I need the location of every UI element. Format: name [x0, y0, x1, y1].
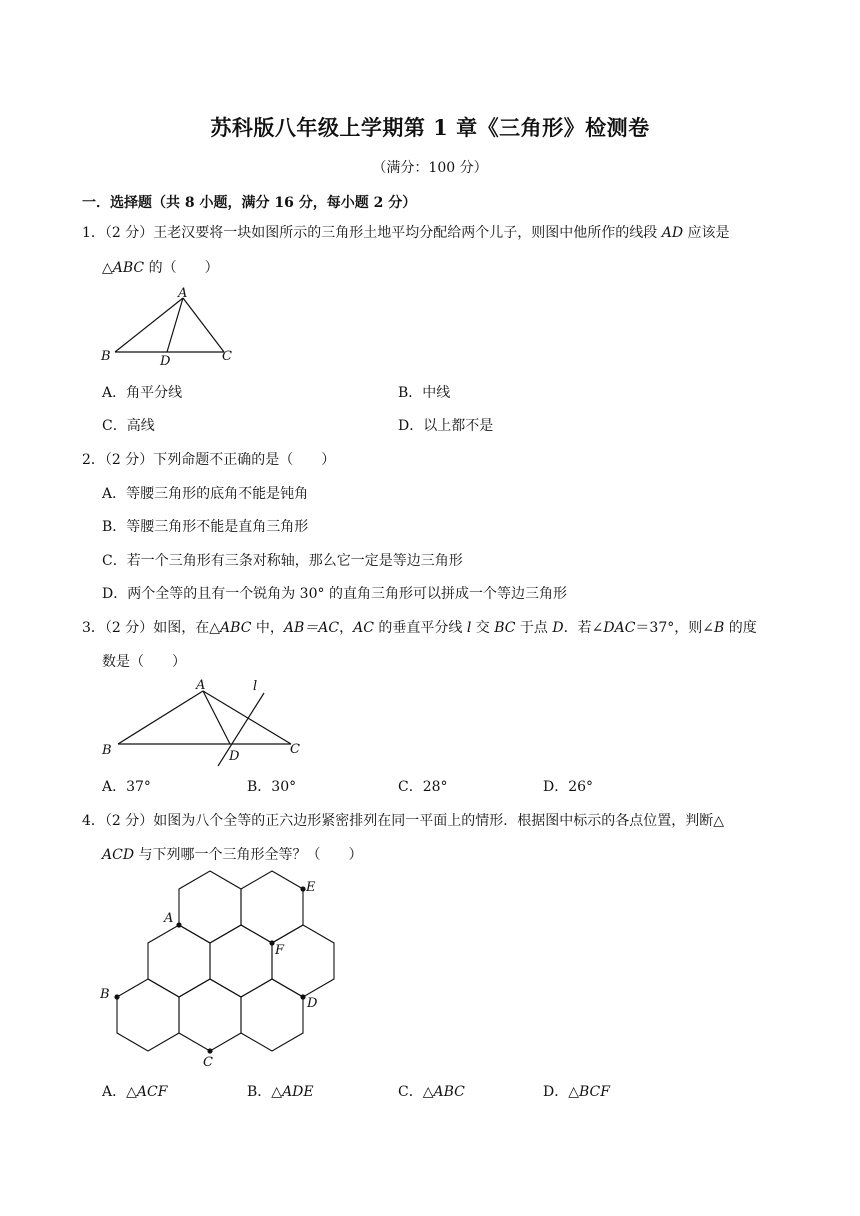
hexagon-5: [272, 925, 334, 997]
q3-text-9: 的度: [724, 620, 757, 636]
q1-stem-text: 1．（2 分）王老汉要将一块如图所示的三角形土地平均分配给两个儿子，则图中他所作的线段: [82, 225, 662, 241]
q3-label-c: C: [290, 742, 300, 757]
q4-stem-end: 与下列哪一个三角形全等？（ ）: [134, 847, 363, 863]
q1-stem-end: 的（ ）: [144, 260, 219, 276]
q4-point-a: [176, 922, 181, 927]
q3-line-l: l: [466, 620, 472, 636]
q3-option-d[interactable]: D．26°: [543, 779, 594, 795]
q4-option-b-prefix: B．△: [247, 1084, 283, 1100]
q3-text-8: ＝37°，则∠: [635, 620, 714, 636]
q1-stem-line2: [102, 257, 219, 277]
q3-text-3: ，: [339, 620, 354, 636]
q1-edge-ba: [115, 298, 183, 352]
q1-stem-suffix: 应该是: [683, 225, 730, 241]
hexagon-1: [179, 871, 241, 943]
q3-stem-line2: 数是（ ）: [102, 654, 186, 670]
hexagon-7: [179, 979, 241, 1051]
hexagon-4: [210, 925, 272, 997]
q3-option-c[interactable]: C．28°: [398, 779, 448, 795]
q4-option-c-prefix: C．△: [398, 1084, 434, 1100]
q3-ab-eq-ac: AB＝AC: [283, 620, 340, 636]
q3-label-d: D: [229, 749, 240, 764]
q4-hexagon-figure: [95, 866, 355, 1076]
q3-side-bc: BC: [494, 620, 516, 636]
q2-option-a[interactable]: A．等腰三角形的底角不能是钝角: [102, 486, 309, 502]
section-heading: 一．选择题（共 8 小题，满分 16 分，每小题 2 分）: [82, 195, 417, 211]
q1-label-b: B: [101, 349, 111, 364]
q4-label-d: D: [307, 996, 318, 1011]
q2-option-d[interactable]: D．两个全等的且有一个锐角为 30° 的直角三角形可以拼成一个等边三角形: [102, 586, 567, 602]
q4-triangle-acd: ACD: [102, 847, 135, 863]
q3-label-b: B: [102, 743, 112, 758]
q4-option-d-prefix: D．△: [543, 1084, 579, 1100]
q1-triangle-abc: △ABC: [102, 260, 145, 276]
q3-triangle-abc: △ABC: [209, 620, 252, 636]
q3-text-7: ．若∠: [563, 620, 604, 636]
q4-option-a-triangle: ACF: [136, 1084, 168, 1100]
q1-option-d[interactable]: D．以上都不是: [398, 418, 494, 434]
q3-text-1: 3．（2 分）如图，在: [82, 620, 210, 636]
hexagon-6: [117, 979, 179, 1051]
q4-point-d: [300, 994, 305, 999]
q1-segment-ad-line: [167, 298, 183, 352]
q4-option-d-triangle: BCF: [579, 1084, 610, 1100]
hexagon-3: [148, 925, 210, 997]
q3-angle-dac: DAC: [603, 620, 636, 636]
q3-side-ac: AC: [353, 620, 374, 636]
q1-option-c[interactable]: C．高线: [102, 418, 155, 434]
q2-option-c[interactable]: C．若一个三角形有三条对称轴，那么它一定是等边三角形: [102, 553, 463, 569]
q3-label-a: A: [196, 678, 206, 693]
q2-stem: 2．（2 分）下列命题不正确的是（ ）: [82, 452, 336, 468]
hexagon-8: [241, 979, 303, 1051]
q1-label-a: A: [178, 286, 188, 301]
q4-stem-line2: [102, 844, 363, 864]
q1-stem-line1: [82, 222, 730, 242]
q4-option-a[interactable]: [102, 1081, 167, 1101]
q4-stem-line1: 4．（2 分）如图为八个全等的正六边形紧密排列在同一平面上的情形．根据图中标示的各点位置，判断△: [82, 813, 725, 829]
q4-label-b: B: [100, 987, 110, 1002]
q1-triangle-figure: [98, 286, 240, 372]
q4-option-b[interactable]: [247, 1081, 314, 1101]
q3-option-b[interactable]: B．30°: [247, 779, 297, 795]
q3-label-l: l: [253, 679, 258, 694]
q3-text-2: 中，: [251, 620, 284, 636]
q4-point-b: [114, 994, 119, 999]
q2-option-b[interactable]: B．等腰三角形不能是直角三角形: [102, 519, 309, 535]
q1-label-d: D: [160, 354, 171, 369]
q4-label-c: C: [203, 1055, 213, 1070]
hexagon-2: [241, 871, 303, 943]
q3-text-5: 交: [471, 620, 495, 636]
q4-point-c: [207, 1048, 212, 1053]
q3-triangle-figure: [98, 673, 308, 771]
q4-label-a: A: [164, 911, 174, 926]
q4-label-e: E: [306, 880, 316, 895]
q4-option-b-triangle: ADE: [282, 1084, 314, 1100]
q1-label-c: C: [222, 349, 232, 364]
q3-option-a[interactable]: A．37°: [102, 779, 151, 795]
q1-segment-ad: AD: [661, 225, 684, 241]
q4-point-f: [269, 940, 274, 945]
q4-point-e: [300, 886, 305, 891]
q1-option-b[interactable]: B．中线: [398, 385, 451, 401]
q1-edge-ac: [183, 298, 224, 352]
q3-text-6: 于点: [515, 620, 553, 636]
page-title: 苏科版八年级上学期第 1 章《三角形》检测卷: [210, 115, 650, 140]
q3-angle-b: B: [713, 620, 725, 636]
q4-label-f: F: [275, 943, 285, 958]
q3-text-4: 的垂直平分线: [373, 620, 467, 636]
q4-option-c-triangle: ABC: [433, 1084, 465, 1100]
q3-edge-ba: [118, 691, 203, 744]
q1-option-a[interactable]: A．角平分线: [102, 385, 183, 401]
q4-hexagon-grid: [117, 871, 334, 1051]
q3-point-d: D: [552, 620, 564, 636]
q4-option-c[interactable]: [398, 1081, 465, 1101]
q3-stem-line1: [82, 617, 757, 637]
page-subtitle: （满分：100 分）: [372, 160, 488, 176]
q4-option-a-prefix: A．△: [102, 1084, 137, 1100]
q4-option-d[interactable]: [543, 1081, 610, 1101]
